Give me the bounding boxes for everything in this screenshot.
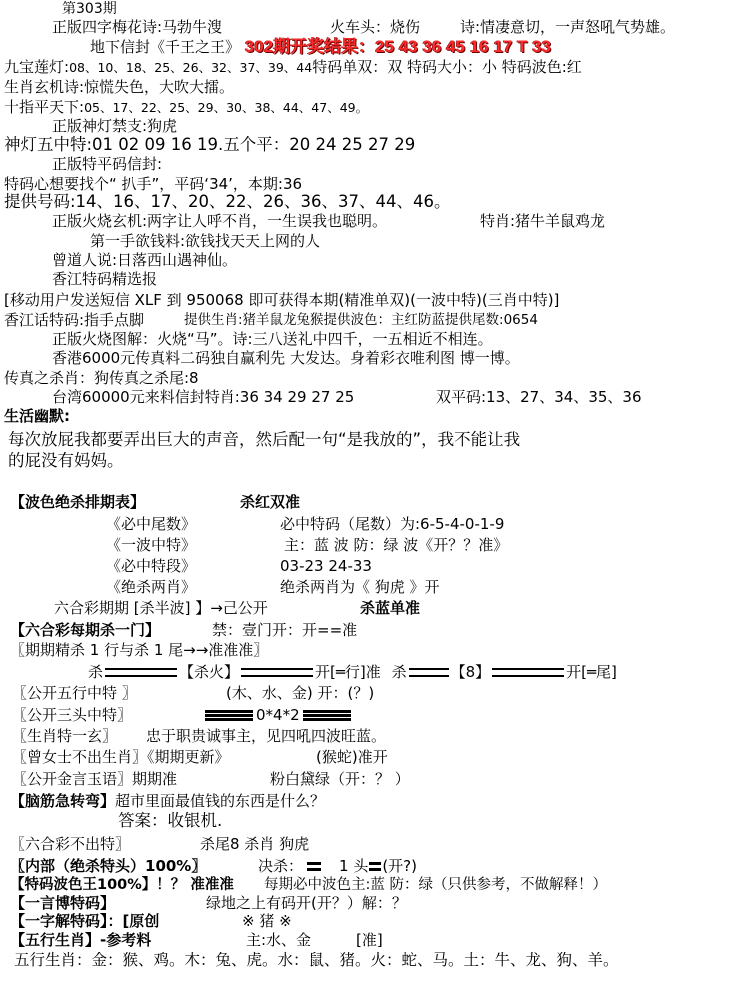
zodiac-verse: 生肖玄机诗:惊慌失色，大吹大擂。 bbox=[4, 78, 235, 96]
triple-bar bbox=[205, 710, 253, 721]
hk-words-row bbox=[4, 311, 538, 330]
lady-zeng-label: 〖曾女士不出生肖〗《期期更新》 bbox=[12, 748, 230, 766]
double-bar bbox=[409, 668, 449, 677]
double-bar bbox=[241, 668, 313, 677]
kill-line-b: 【杀火】 bbox=[179, 663, 240, 681]
half-wave-value: 杀蓝单准 bbox=[360, 599, 421, 617]
no-out-row bbox=[10, 835, 310, 853]
equal-mark bbox=[369, 862, 381, 871]
issue-number: 第303期 bbox=[62, 1, 117, 17]
kill-two-value: 绝杀两肖为《 狗虎 》开 bbox=[280, 578, 440, 596]
joke-line-2: 的屁没有妈妈。 bbox=[8, 451, 124, 470]
kill-line-e: 【8】 bbox=[450, 663, 491, 681]
five-zodiac-row bbox=[10, 931, 383, 949]
kill-line-c: 开[═行]准 bbox=[315, 663, 381, 681]
kill-door-row bbox=[10, 621, 358, 639]
wave-table-row bbox=[10, 493, 301, 511]
tw60000-label: 台湾60000元来料信封特肖:36 34 29 27 25 bbox=[52, 388, 355, 406]
last-result: 302期开奖结果：25 43 36 45 16 17 T 33 bbox=[244, 37, 551, 56]
gold-jade-row bbox=[12, 770, 410, 788]
zodiac-one-value: 忠于职贵诚事主，见四吼四波旺蓝。 bbox=[146, 727, 387, 745]
one-word-value: 绿地之上有码开(开？）解：？ bbox=[206, 894, 407, 912]
kill-line-a: 杀 bbox=[88, 663, 104, 681]
five-zodiac-value: 主:水、金 bbox=[246, 931, 312, 949]
underground-label: 地下信封《千王之王》 bbox=[90, 38, 241, 56]
zodiac-one-row bbox=[12, 727, 387, 745]
lady-zeng-row bbox=[12, 748, 388, 766]
five-list: 五行生肖：金：猴、鸡。木：兔、虎。水：鼠、猪。火：蛇、马。土：牛、龙、狗、羊。 bbox=[14, 951, 619, 969]
wave-table-value: 杀红双准 bbox=[240, 493, 301, 511]
lotus-lamp-label: 九宝莲灯: bbox=[4, 58, 70, 76]
gold-jade-label: 〖公开金言玉语〗期期准 bbox=[12, 770, 178, 788]
joke-line-1: 每次放屁我都要弄出巨大的声音，然后配一句“是我放的”，我不能让我 bbox=[8, 430, 521, 449]
five-zodiac-label: 【五行生肖】-参考料 bbox=[10, 931, 152, 949]
five-elem-label: 〖公开五行中特 〗 bbox=[12, 684, 137, 702]
five-zodiac-tag: [准] bbox=[356, 931, 383, 949]
wish-line: 特码心想要找个“ 扒手”，平码‘34’，本期:36 bbox=[4, 175, 303, 193]
train-head: 火车头：烧伤 bbox=[330, 18, 421, 36]
once-said: 曾道人说:日落西山遇神仙。 bbox=[52, 251, 238, 269]
no-out-value: 杀尾8 杀肖 狗虎 bbox=[200, 835, 310, 853]
must-segment-label: 《必中特段》 bbox=[106, 557, 197, 575]
one-word-row bbox=[10, 894, 407, 912]
fire-secret-text: 正版火烧玄机:两字让人呼不肖，一生误我也聪明。 bbox=[52, 212, 388, 230]
fire-secret-zodiacs: 特肖:猪牛羊鼠鸡龙 bbox=[480, 212, 606, 230]
equal-mark bbox=[307, 862, 321, 871]
lamp-ban: 正版神灯禁支:狗虎 bbox=[52, 117, 178, 135]
lotus-lamp-numbers: 08、10、18、25、26、32、37、39、44 bbox=[69, 60, 313, 75]
inner-row bbox=[10, 857, 417, 875]
tw60000-row bbox=[52, 388, 642, 406]
must-tail-value: 必中特码（尾数）为:6-5-4-0-1-9 bbox=[280, 515, 505, 533]
three-tail-row bbox=[12, 706, 300, 724]
ten-fingers-label: 十指平天下: bbox=[4, 98, 85, 116]
kill-line bbox=[88, 663, 617, 681]
gold-jade-value: 粉白黛绿（开：？ ） bbox=[270, 770, 410, 788]
half-wave-label: 六合彩期期 [杀半波] 】→己公开 bbox=[54, 599, 268, 617]
fax-kill: 传真之杀肖：狗传真之杀尾:8 bbox=[4, 369, 199, 387]
wave-king-row bbox=[10, 876, 607, 894]
sms-line: [移动用户发送短信 XLF 到 950068 即可获得本期(精准单双)(一波中特)(三肖中特)] bbox=[4, 291, 560, 309]
five-hits: 神灯五中特:01 02 09 16 19.五个平：20 24 25 27 29 bbox=[4, 135, 416, 154]
kill-line-d: 杀 bbox=[391, 663, 407, 681]
fire-pic: 正版火烧图解：火烧“马”。诗:三八送礼中四千，一五相近不相连。 bbox=[52, 330, 493, 348]
riddle-label: 【脑筋急转弯】 bbox=[10, 792, 116, 810]
plum-poem-row bbox=[52, 18, 676, 36]
inner-label: 〖内部（绝杀特头）100%〗 bbox=[10, 857, 207, 875]
humor-title: 生活幽默: bbox=[4, 407, 70, 425]
plum-poem-label: 正版四字梅花诗:马勃牛溲 bbox=[52, 18, 223, 36]
lady-zeng-value: (猴蛇)准开 bbox=[316, 748, 388, 766]
offer-numbers: 提供号码:14、16、17、20、22、26、36、37、44、46。 bbox=[4, 192, 451, 211]
fire-secret-row bbox=[52, 212, 606, 230]
five-elem-value: (木、水、金) 开：(？) bbox=[226, 684, 375, 702]
must-tail-label: 《必中尾数》 bbox=[106, 515, 197, 533]
wave-king-label: 【特码波色王100%】！？ 准准准 bbox=[10, 877, 234, 893]
riddle-question: 超市里面最值钱的东西是什么？ bbox=[115, 792, 326, 810]
double-bar bbox=[492, 668, 564, 677]
kill-line-f: 开[═尾] bbox=[566, 663, 617, 681]
inner-group bbox=[258, 857, 417, 875]
wave-table-label: 【波色绝杀排期表】 bbox=[10, 493, 146, 511]
kill-door-value: 禁：壹门开：开==准 bbox=[212, 621, 358, 639]
half-wave-row bbox=[54, 599, 421, 617]
kill-two-row bbox=[106, 578, 440, 596]
one-char-label: 【一字解特码】：[原创 bbox=[10, 912, 160, 930]
hk6000: 香港6000元传真料二码独自赢利先 大发达。身着彩衣唯利图 博一博。 bbox=[52, 349, 520, 367]
flat-letter: 正版特平码信封: bbox=[52, 155, 163, 173]
lotus-lamp-tail: 特码单双：双 特码大小：小 特码波色:红 bbox=[312, 58, 582, 76]
riddle-answer: 答案：收银机. bbox=[118, 811, 223, 830]
hk-words-label: 香江话特码:指手点脚 bbox=[4, 311, 145, 329]
five-elem-row bbox=[12, 684, 375, 702]
must-segment-value: 03-23 24-33 bbox=[280, 557, 372, 575]
one-wave-value: 主：蓝 波 防：绿 波《开？？准》 bbox=[284, 536, 509, 554]
poem-text: 诗:情凄意切，一声怒吼气势雄。 bbox=[460, 18, 676, 36]
one-char-row bbox=[10, 912, 292, 930]
ten-fingers-numbers: 05、17、22、25、29、30、38、44、47、49。 bbox=[84, 100, 369, 115]
triple-bar bbox=[303, 710, 351, 721]
riddle-row bbox=[10, 792, 325, 810]
inner-tail: 1 头 bbox=[339, 857, 369, 875]
one-char-value: ※ 猪 ※ bbox=[242, 912, 292, 930]
underground-row bbox=[90, 38, 551, 56]
first-hand: 第一手欲钱料:欲钱找天天上网的人 bbox=[90, 232, 321, 250]
tw60000-flat: 双平码:13、27、34、35、36 bbox=[436, 388, 642, 406]
one-wave-row bbox=[106, 536, 509, 554]
one-word-label: 【一言博特码】 bbox=[10, 894, 116, 912]
three-tail-label: 〖公开三头中特〗 bbox=[12, 706, 133, 724]
wave-king-value: 每期必中波色主:蓝 防：绿（只供参考，不做解释！） bbox=[264, 877, 607, 893]
inner-open: (开?) bbox=[382, 857, 417, 875]
three-tail-value: 0*4*2 bbox=[256, 706, 300, 724]
hk-select: 香江特码精选报 bbox=[52, 270, 158, 288]
hk-words-mid: 提供生肖:猪羊鼠龙兔猴提供波色：主红防蓝提供尾数:0654 bbox=[184, 312, 538, 328]
double-bar bbox=[105, 668, 177, 677]
lotus-lamp-row bbox=[4, 58, 582, 77]
must-segment-row bbox=[106, 557, 372, 575]
kill-two-label: 《绝杀两肖》 bbox=[106, 578, 197, 596]
kill-door-label: 【六合彩每期杀一门】 bbox=[10, 621, 161, 639]
one-wave-label: 《一波中特》 bbox=[106, 536, 197, 554]
zodiac-one-label: 〖生肖特一玄〗 bbox=[12, 727, 118, 745]
no-out-label: 〖六合彩不出特〗 bbox=[10, 835, 131, 853]
kill-row: 〖期期精杀 1 行与杀 1 尾→→准准准〗 bbox=[10, 641, 269, 659]
ten-fingers-row bbox=[4, 98, 368, 117]
three-tail-group bbox=[202, 706, 354, 724]
inner-value: 决杀： bbox=[258, 857, 304, 875]
must-tail-row bbox=[106, 515, 505, 533]
